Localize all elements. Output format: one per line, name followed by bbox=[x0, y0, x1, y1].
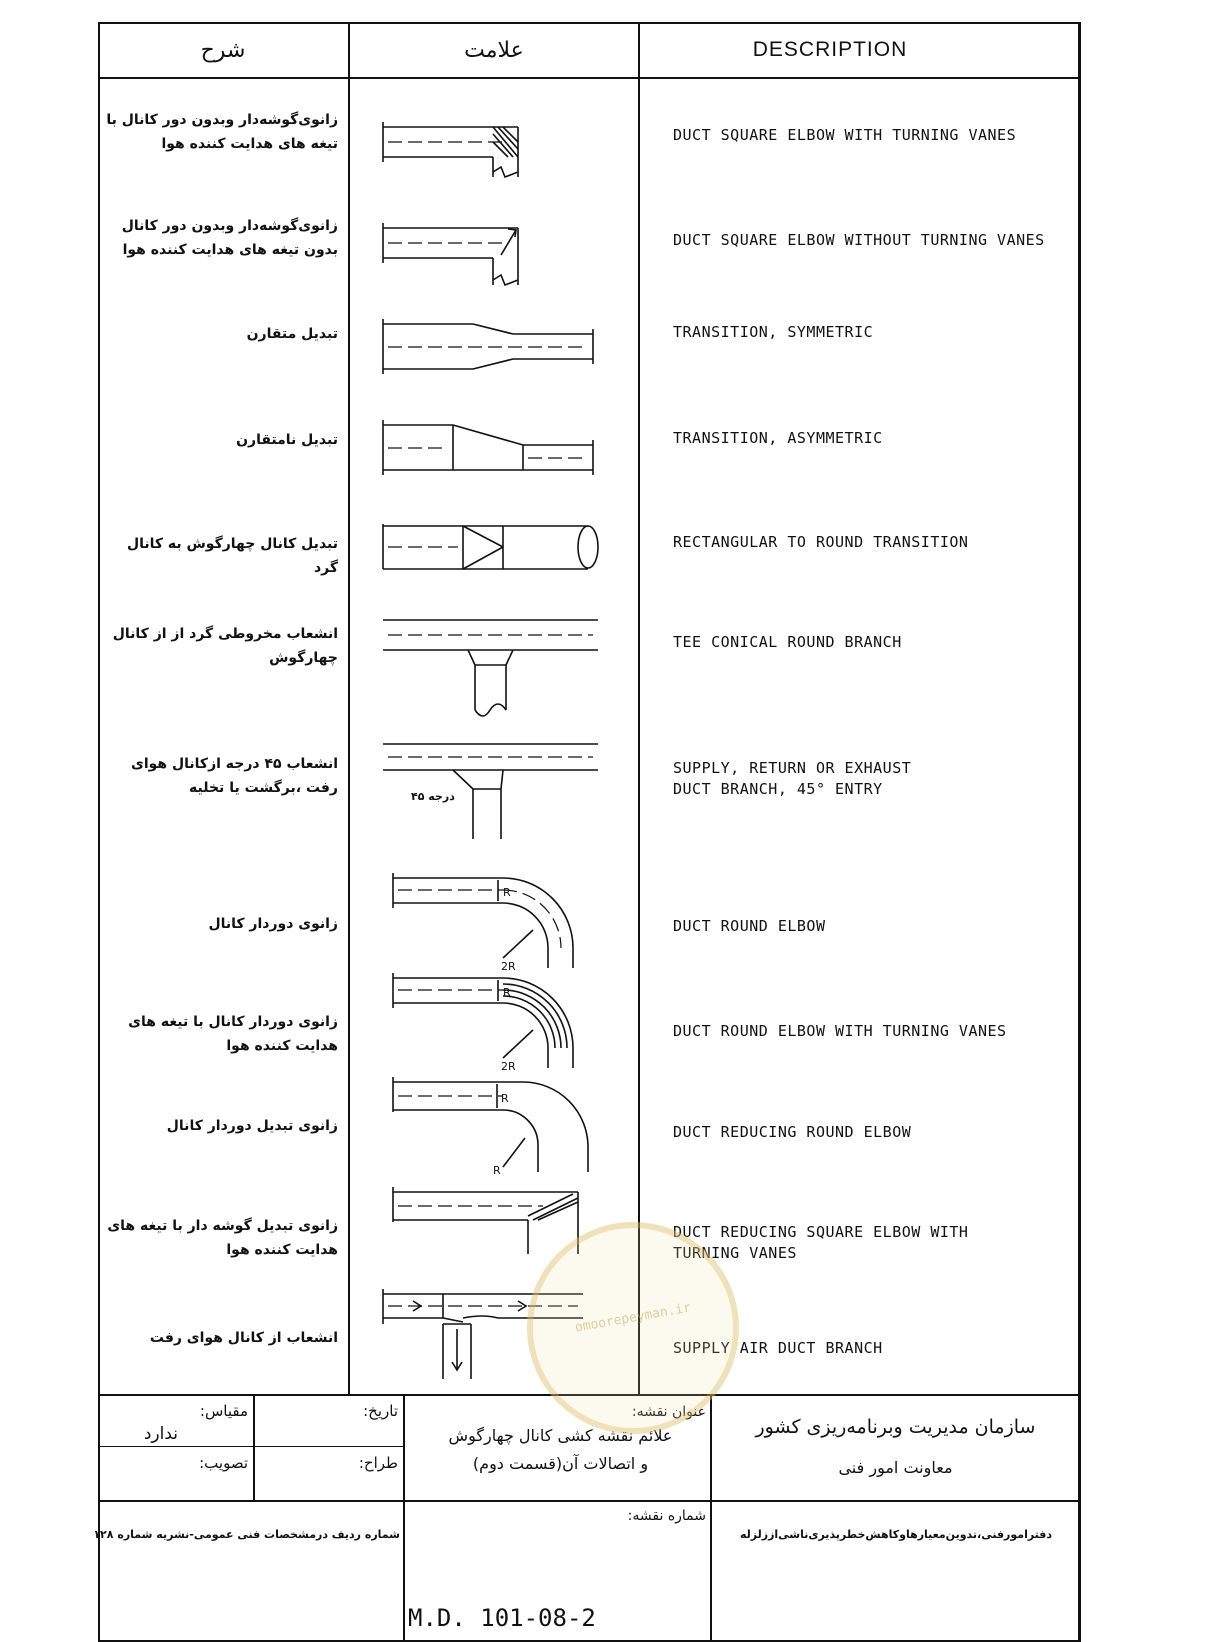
tb-hline-1 bbox=[98, 1446, 403, 1447]
r-label: R bbox=[503, 886, 511, 899]
header-symbol: علامت bbox=[464, 37, 524, 63]
org-line1: سازمان مدیریت وبرنامه‌ریزی کشور bbox=[755, 1416, 1036, 1438]
row-10-en: DUCT REDUCING ROUND ELBOW bbox=[673, 1123, 912, 1141]
drawing-number: M.D. 101-08-2 bbox=[408, 1604, 596, 1632]
reducing-round-elbow-symbol bbox=[353, 1072, 628, 1182]
row-1-fa: زانوی‌گوشه‌دار وبدون دور کانال با تیغه های هدایت کننده هوا bbox=[106, 112, 338, 152]
round-elbow-symbol bbox=[353, 868, 628, 978]
row-8-fa: زانوی دوردار کانال bbox=[208, 916, 338, 932]
round-elbow-vanes-symbol bbox=[353, 968, 628, 1078]
row-6-fa: انشعاب مخروطی گرد از از کانال چهارگوش bbox=[112, 626, 338, 666]
row-5-en: RECTANGULAR TO ROUND TRANSITION bbox=[673, 533, 969, 551]
drawing-number-label: شماره نقشه: bbox=[627, 1508, 706, 1524]
date-label: تاریخ: bbox=[363, 1402, 398, 1420]
approval-label: تصویب: bbox=[199, 1454, 248, 1472]
transition-asymmetric-symbol bbox=[353, 415, 628, 485]
2r-label: 2R bbox=[501, 960, 516, 973]
row-4-fa: تبدیل نامتقارن bbox=[236, 432, 338, 448]
deg45-label: ۴۵ درجه bbox=[411, 790, 455, 803]
column-divider-2 bbox=[638, 22, 640, 1394]
rect-to-round-symbol bbox=[353, 514, 628, 584]
drawing-title-line1: علائم نقشه کشی کانال چهارگوش bbox=[448, 1426, 673, 1445]
row-4-en: TRANSITION, ASYMMETRIC bbox=[673, 429, 883, 447]
tb-div-2 bbox=[403, 1394, 405, 1642]
row-11-fa: زانوی تبدیل گوشه دار با تیغه های هدایت کننده هوا bbox=[107, 1218, 338, 1258]
row-3-fa: تبدیل متقارن bbox=[246, 326, 338, 342]
scale-value: ندارد bbox=[143, 1424, 178, 1444]
row-12-en: SUPPLY AIR DUCT BRANCH bbox=[673, 1339, 883, 1357]
row-5-fa: تبدیل کانال چهارگوش به کانال گرد bbox=[126, 536, 338, 576]
r-label-3: R bbox=[501, 1092, 509, 1105]
row-9-en: DUCT ROUND ELBOW WITH TURNING VANES bbox=[673, 1022, 1007, 1040]
row-3-en: TRANSITION, SYMMETRIC bbox=[673, 323, 874, 341]
square-elbow-vanes-symbol bbox=[353, 112, 628, 192]
row-12-fa: انشعاب از کانال هوای رفت bbox=[149, 1330, 338, 1346]
watermark-seal bbox=[527, 1222, 739, 1434]
2r-label-2: 2R bbox=[501, 1060, 516, 1073]
tb-hline-2 bbox=[98, 1500, 1080, 1502]
row-7-fa: انشعاب ۴۵ درجه ازکانال هوای رفت ،برگشت یا تخلیه bbox=[131, 756, 338, 796]
square-elbow-no-vanes-symbol bbox=[353, 215, 628, 297]
tb-div-3 bbox=[710, 1394, 712, 1642]
row-6-en: TEE CONICAL ROUND BRANCH bbox=[673, 633, 902, 651]
branch-45-symbol bbox=[353, 734, 628, 842]
designer-label: طراح: bbox=[358, 1454, 398, 1472]
r-label-2: R bbox=[503, 986, 511, 999]
frame-right bbox=[1078, 22, 1081, 1642]
drawing-title-line2: و اتصالات آن(قسمت دوم) bbox=[472, 1454, 649, 1473]
column-divider-1 bbox=[348, 22, 350, 1394]
r-label-4: R bbox=[493, 1164, 501, 1177]
row-2-en: DUCT SQUARE ELBOW WITHOUT TURNING VANES bbox=[673, 231, 1045, 249]
row-10-fa: زانوی تبدیل دوردار کانال bbox=[166, 1118, 338, 1134]
row-reference: شماره ردیف درمشخصات فنی عمومی-نشریه شماره ۱۲۸ bbox=[93, 1528, 400, 1541]
frame-left bbox=[98, 22, 100, 1642]
header-description-en: DESCRIPTION bbox=[752, 38, 908, 61]
tee-conical-symbol bbox=[353, 610, 628, 720]
drawing-title-label: عنوان نقشه: bbox=[631, 1404, 706, 1420]
tb-div-1 bbox=[253, 1394, 255, 1500]
transition-symmetric-symbol bbox=[353, 314, 628, 384]
scale-label: مقیاس: bbox=[199, 1402, 248, 1420]
row-2-fa: زانوی‌گوشه‌دار وبدون دور کانال بدون تیغه های هدایت کننده هوا bbox=[121, 218, 338, 258]
row-11-en: DUCT REDUCING SQUARE ELBOW WITH TURNING VANES bbox=[673, 1223, 969, 1262]
row-8-en: DUCT ROUND ELBOW bbox=[673, 917, 826, 935]
row-9-fa: زانوی دوردار کانال با تیغه های هدایت کننده هوا bbox=[128, 1014, 338, 1054]
row-7-en: SUPPLY, RETURN OR EXHAUST DUCT BRANCH, 45° ENTRY bbox=[673, 759, 912, 798]
org-line2: معاونت امور فنی bbox=[838, 1458, 953, 1477]
watermark-text: omoorepeyman.ir bbox=[573, 1300, 693, 1336]
office-line: دفترامورفنی،تدوین‌معیارهاوکاهش‌خطرپذیری‌ناشی‌اززلزله bbox=[739, 1528, 1053, 1541]
header-description-fa: شرح bbox=[200, 37, 246, 63]
row-1-en: DUCT SQUARE ELBOW WITH TURNING VANES bbox=[673, 126, 1017, 144]
